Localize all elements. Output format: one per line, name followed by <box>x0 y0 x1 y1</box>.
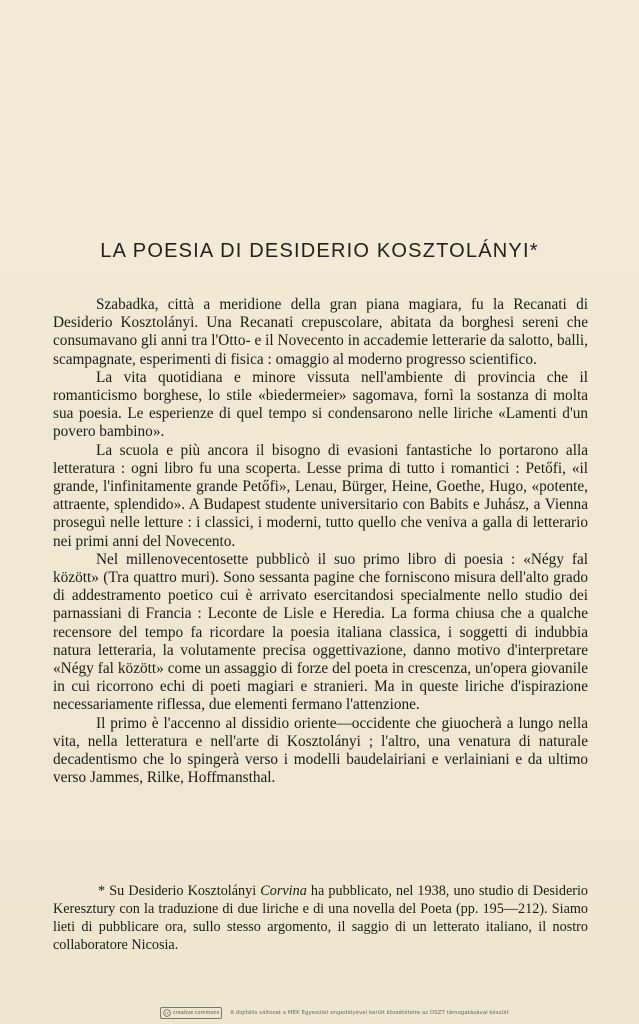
article-body <box>53 296 588 787</box>
cc-circle-icon <box>163 1009 171 1017</box>
footnote <box>53 882 588 954</box>
license-text: A digitális változat a MEK Egyesület engedélyével került közzétételre az OSZT támogatásával készült <box>230 1010 509 1016</box>
license-footer <box>160 1006 509 1020</box>
article-title: LA POESIA DI DESIDERIO KOSZTOLÁNYI* <box>100 240 539 262</box>
paragraph-5: Il primo è l'accenno al dissidio oriente—occidente che giuocherà a lungo nella vita, nella letteratura e nell'arte di Kosztolányi ; l'altro, una venatura di naturale decadentismo che lo spingerà verso i modelli baudelairiani e verlainiani e da ultimo verso Jammes, Rilke, Hoffmansthal. <box>53 714 588 787</box>
svg-text:cc: cc <box>164 1010 170 1016</box>
creative-commons-icon <box>160 1007 222 1019</box>
paragraph-2: La vita quotidiana e minore vissuta nell'ambiente di provincia che il romanticismo borghese, lo stile «biedermeier» sagomava, fornì la sostanza di molta sua poesia. Le esperienze di quel tempo si condensarono nelle liriche «Lamenti d'un povero bambino». <box>53 368 588 441</box>
paragraph-1: Szabadka, città a meridione della gran piana magiara, fu la Recanati di Desiderio Kosztolányi. Una Recanati crepuscolare, abitata da borghesi sereni che consumavano gli anni tra l'Otto- e il Novecento in accademie letterarie da salotto, balli, scampagnate, esperimenti di fisica : omaggio al moderno progresso scientifico. <box>53 296 588 368</box>
footnote-text <box>53 882 588 954</box>
footnote-journal-title: Corvina <box>260 883 307 899</box>
footnote-rest: ha pubblicato, nel 1938, uno studio di Desiderio Keresztury con la traduzione di due liriche e di una novella del Poeta (pp. 195—212). Siamo lieti di pubblicare ora, sullo stesso argomento, il saggio di un letterato italiano, il nostro collaboratore Nicosia. <box>53 883 588 953</box>
paragraph-4: Nel millenovecentosette pubblicò il suo primo libro di poesia : «Négy fal között» (Tra quattro muri). Sono sessanta pagine che forniscono misura dell'alto grado di addestramento poetico cui è arrivato esercitandosi specialmente nello studio dei parnassiani di Francia : Leconte de Lisle e Heredia. La forma chiusa che a qualche recensore del tempo fa ricordare la poesia italiana classica, i soggetti di indubbia natura letteraria, la volutamente precisa oggettivazione, danno motivo d'interpretare «Négy fal között» come un assaggio di forze del poeta in crescenza, un'opera giovanile in cui ricorrono echi di poeti magiari e stranieri. Ma in queste liriche d'ispirazione necessariamente riflessa, due elementi fermano l'attenzione. <box>53 550 588 714</box>
footnote-intro: * Su Desiderio Kosztolányi <box>98 883 261 899</box>
paragraph-3: La scuola e più ancora il bisogno di evasioni fantastiche lo portarono alla letteratura : ogni libro fu una scoperta. Lesse prima di tutto i romantici : Petőfi, «il grande, l'infinitamente grande Petőfi», Lenau, Bürger, Heine, Goethe, Hugo, «potente, attraente, splendido». A Budapest studente universitario con Babits e Juhász, a Vienna proseguì nelle letture : i classici, i moderni, tutto quello che veniva a galla di letterario nei primi anni del Novecento. <box>53 441 588 550</box>
cc-badge-label: creative commons <box>173 1010 220 1016</box>
